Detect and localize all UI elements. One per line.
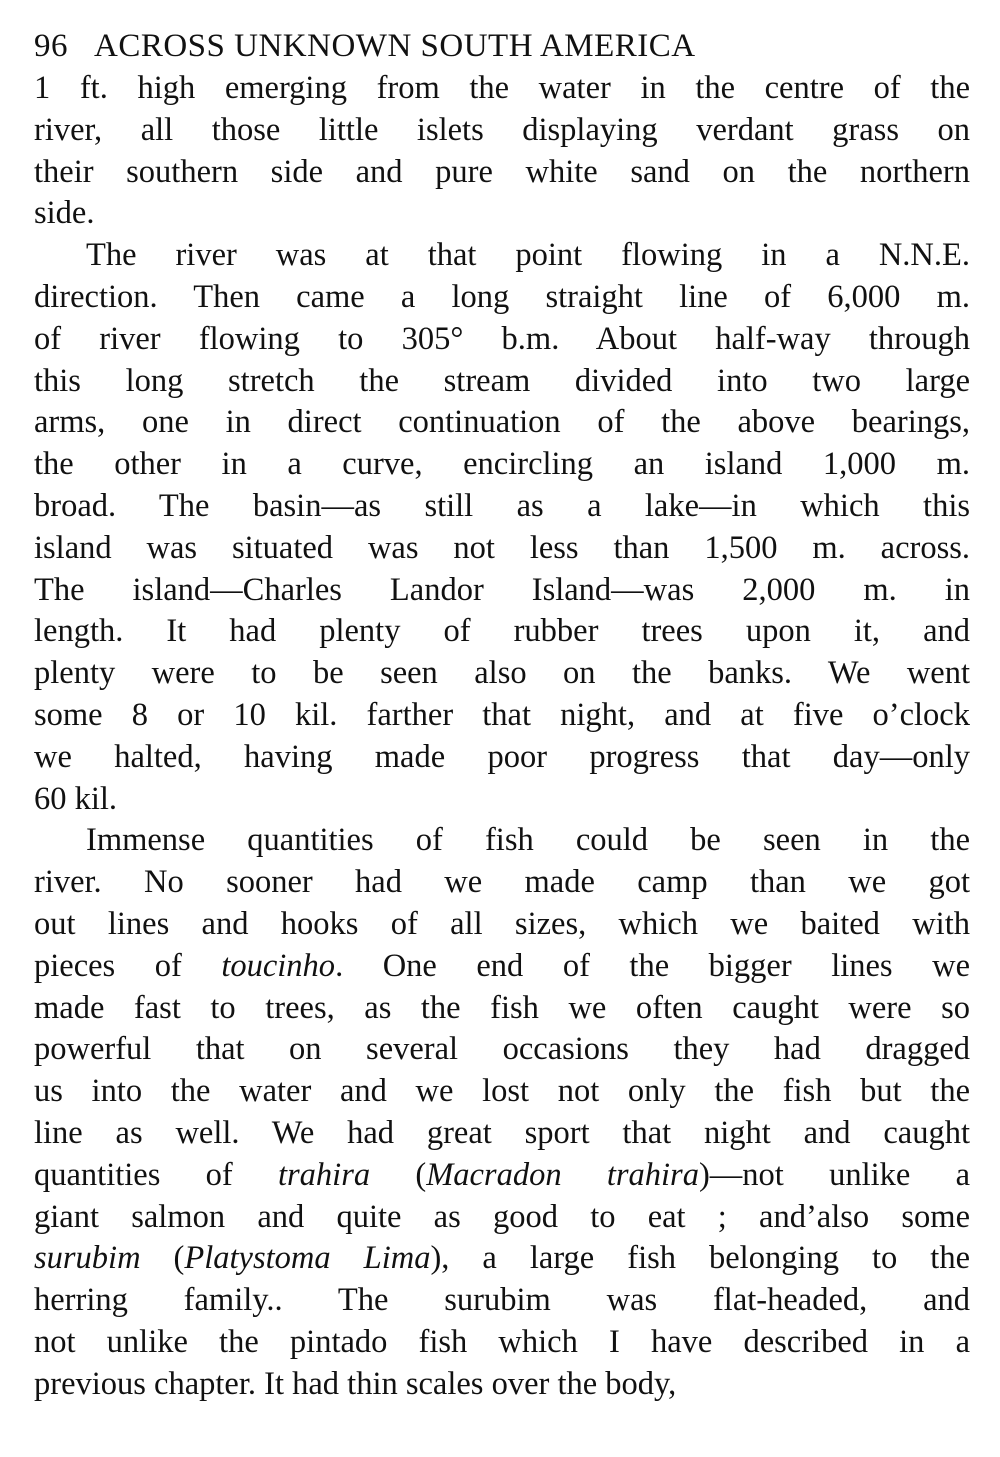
body-text xyxy=(34,68,970,1406)
text-line xyxy=(34,444,970,486)
text-run: 60 kil. xyxy=(34,780,118,817)
text-line xyxy=(34,235,970,277)
text-line xyxy=(34,570,970,612)
text-run: previous chapter. It had thin scales over the body, xyxy=(34,1365,677,1402)
text-line xyxy=(34,1322,970,1364)
text-run: )—not unlike a xyxy=(698,1156,970,1193)
text-run: side. xyxy=(34,195,95,232)
italic-term: trahira xyxy=(277,1156,371,1193)
text-run: river, all those little islets displaying verdant grass on xyxy=(34,111,970,148)
text-run: we halted, having made poor progress that day—only xyxy=(34,738,970,775)
text-line xyxy=(34,653,970,695)
italic-term: Macradon trahira xyxy=(426,1156,699,1193)
running-title: ACROSS UNKNOWN SOUTH AMERICA xyxy=(94,28,696,64)
paragraph xyxy=(34,820,970,1405)
text-run: the other in a curve, encircling an island 1,000 m. xyxy=(34,446,970,483)
text-run: some 8 or 10 kil. farther that night, and at five o’clock xyxy=(34,696,970,733)
text-line xyxy=(34,611,970,653)
text-run: arms, one in direct continuation of the above bearings, xyxy=(34,404,970,441)
text-run: length. It had plenty of rubber trees upon it, and xyxy=(34,613,970,650)
text-line xyxy=(34,1029,970,1071)
text-line xyxy=(34,361,970,403)
text-run: . One end of the bigger lines we xyxy=(335,947,970,984)
text-line xyxy=(34,1071,970,1113)
text-line xyxy=(34,1364,970,1406)
text-run: ), a large fish belonging to the xyxy=(430,1240,970,1277)
text-line xyxy=(34,904,970,946)
text-line xyxy=(34,319,970,361)
text-line xyxy=(34,988,970,1030)
text-run: pieces of xyxy=(34,947,222,984)
text-line xyxy=(34,110,970,152)
text-run: out lines and hooks of all sizes, which we baited with xyxy=(34,905,970,942)
page-number: 96 xyxy=(34,28,68,64)
paragraph xyxy=(34,68,970,235)
text-line xyxy=(34,68,970,110)
text-run: direction. Then came a long straight line of 6,000 m. xyxy=(34,278,970,315)
text-line xyxy=(34,1155,970,1197)
text-line xyxy=(34,1197,970,1239)
text-run: The river was at that point flowing in a N.N.E. xyxy=(86,237,970,274)
text-run: us into the water and we lost not only the fish but the xyxy=(34,1073,970,1110)
text-line xyxy=(34,528,970,570)
text-line xyxy=(34,1113,970,1155)
text-line xyxy=(34,946,970,988)
text-run: of river flowing to 305° b.m. About half-way through xyxy=(34,320,970,357)
text-run: line as well. We had great sport that night and caught xyxy=(34,1114,970,1151)
text-line xyxy=(34,486,970,528)
book-page xyxy=(34,24,970,1406)
italic-term: surubim xyxy=(34,1240,141,1277)
text-line xyxy=(34,737,970,779)
running-head xyxy=(34,24,970,68)
text-run: island was situated was not less than 1,500 m. across. xyxy=(34,529,970,566)
italic-term: Platystoma Lima xyxy=(184,1240,431,1277)
text-line xyxy=(34,862,970,904)
text-line xyxy=(34,820,970,862)
text-run: powerful that on several occasions they had dragged xyxy=(34,1031,970,1068)
text-line xyxy=(34,152,970,194)
text-run: broad. The basin—as still as a lake—in which this xyxy=(34,487,970,524)
text-line xyxy=(34,193,970,235)
text-run: herring family.. The surubim was flat-headed, and xyxy=(34,1282,970,1319)
text-line xyxy=(34,1238,970,1280)
text-line xyxy=(34,695,970,737)
text-line xyxy=(34,779,970,821)
text-run: The island—Charles Landor Island—was 2,000 m. in xyxy=(34,571,970,608)
text-run: 1 ft. high emerging from the water in the centre of the xyxy=(34,70,970,106)
paragraph xyxy=(34,235,970,820)
text-run: plenty were to be seen also on the banks. We went xyxy=(34,655,970,692)
text-run: this long stretch the stream divided into two large xyxy=(34,362,970,399)
text-run: ( xyxy=(140,1240,185,1277)
text-run: not unlike the pintado fish which I have described in a xyxy=(34,1323,970,1360)
text-line xyxy=(34,402,970,444)
text-run: river. No sooner had we made camp than we got xyxy=(34,864,970,901)
text-line xyxy=(34,1280,970,1322)
text-line xyxy=(34,277,970,319)
italic-term: toucinho xyxy=(221,947,336,984)
text-run: ( xyxy=(370,1156,427,1193)
text-run: made fast to trees, as the fish we often caught were so xyxy=(34,989,970,1026)
text-run: giant salmon and quite as good to eat ; and’also some xyxy=(34,1198,970,1235)
text-run: Immense quantities of fish could be seen in the xyxy=(86,822,970,859)
text-run: quantities of xyxy=(34,1156,278,1193)
text-run: their southern side and pure white sand on the northern xyxy=(34,153,970,190)
